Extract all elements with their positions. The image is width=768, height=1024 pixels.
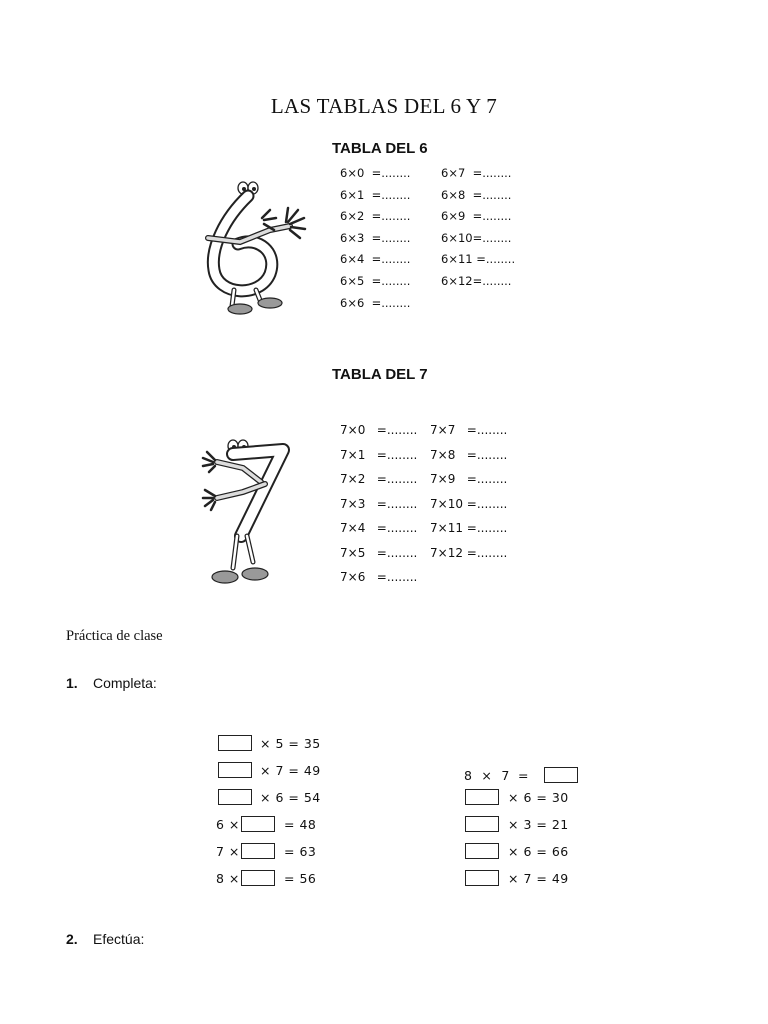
exercise-2-number: 2. — [66, 931, 78, 947]
tabla-7-row: 7×4 =........ — [340, 521, 418, 535]
tabla-6-row: 6×4 =........ — [340, 252, 411, 267]
answer-box[interactable] — [544, 767, 578, 783]
tabla-7-row: 7×0 =........ — [340, 423, 418, 437]
tabla-7-row: 7×10 =........ — [430, 496, 508, 511]
practica-heading: Práctica de clase — [66, 628, 163, 644]
equation-text: = 48 — [284, 817, 317, 832]
answer-box[interactable] — [465, 870, 499, 886]
equation-text: × 6 = 66 — [508, 844, 569, 859]
tabla-6-row: 6×10=........ — [441, 230, 512, 245]
answer-box[interactable] — [241, 843, 275, 859]
equation-text: × 7 = 49 — [508, 871, 569, 886]
tabla-6-row: 6×11 =........ — [441, 252, 516, 267]
tabla-6-row: 6×3 =........ — [340, 230, 411, 245]
equation-text: × 3 = 21 — [508, 817, 569, 832]
tabla-6-row: 6×2 =........ — [340, 209, 411, 224]
tabla-7-row: 7×7 =........ — [430, 423, 508, 437]
tabla-6-row: 6×1 =........ — [340, 187, 411, 202]
exercise-2-label: Efectúa: — [93, 931, 145, 947]
tabla-6-row: 6×8 =........ — [441, 187, 512, 202]
tabla-7-row: 7×6 =........ — [340, 570, 418, 584]
equation-text: × 7 = 49 — [260, 763, 321, 778]
answer-box[interactable] — [241, 816, 275, 832]
tabla-7-row: 7×9 =........ — [430, 472, 508, 486]
tabla-7-row: 7×2 =........ — [340, 472, 418, 486]
number-six-character-icon — [200, 178, 310, 318]
tabla-6-row: 6×0 =........ — [340, 166, 411, 180]
tabla-7-row: 7×8 =........ — [430, 447, 508, 462]
tabla-6-col1 — [340, 168, 410, 319]
number-seven-character-icon — [203, 436, 303, 591]
equation-prefix: 8 × — [216, 871, 240, 886]
equation-text: × 5 = 35 — [260, 736, 321, 751]
tabla-7-row: 7×1 =........ — [340, 447, 418, 462]
tabla-7-col2 — [430, 424, 507, 571]
tabla-6-row: 6×6 =........ — [340, 295, 411, 310]
tabla-7-heading: TABLA DEL 7 — [332, 366, 428, 383]
answer-box[interactable] — [241, 870, 275, 886]
equation-text: = 63 — [284, 844, 317, 859]
tabla-7-row: 7×11 =........ — [430, 521, 508, 535]
equation-prefix: 6 × — [216, 817, 240, 832]
equation-text: × 6 = 30 — [508, 790, 569, 805]
tabla-6-row: 6×5 =........ — [340, 273, 411, 288]
tabla-7-row: 7×12 =........ — [430, 545, 508, 560]
tabla-6-row: 6×7 =........ — [441, 166, 512, 180]
answer-box[interactable] — [465, 789, 499, 805]
exercise-1-label: Completa: — [93, 675, 157, 691]
tabla-6-col2 — [441, 168, 515, 298]
answer-box[interactable] — [218, 762, 252, 778]
answer-box[interactable] — [465, 843, 499, 859]
tabla-6-heading: TABLA DEL 6 — [332, 140, 428, 157]
answer-box[interactable] — [218, 735, 252, 751]
answer-box[interactable] — [465, 816, 499, 832]
answer-box[interactable] — [218, 789, 252, 805]
equation-prefix: 7 × — [216, 844, 240, 859]
page-title: LAS TABLAS DEL 6 Y 7 — [270, 94, 498, 118]
tabla-6-row: 6×9 =........ — [441, 209, 512, 224]
tabla-6-row: 6×12=........ — [441, 273, 512, 288]
tabla-7-row: 7×5 =........ — [340, 545, 418, 560]
equation-equals: = — [518, 768, 529, 783]
exercise-1-number: 1. — [66, 675, 78, 691]
equation-text: = 56 — [284, 871, 317, 886]
equation-text: × 6 = 54 — [260, 790, 321, 805]
tabla-7-col1 — [340, 424, 417, 596]
tabla-7-row: 7×3 =........ — [340, 496, 418, 511]
equation-text: 8 × 7 — [464, 768, 510, 783]
